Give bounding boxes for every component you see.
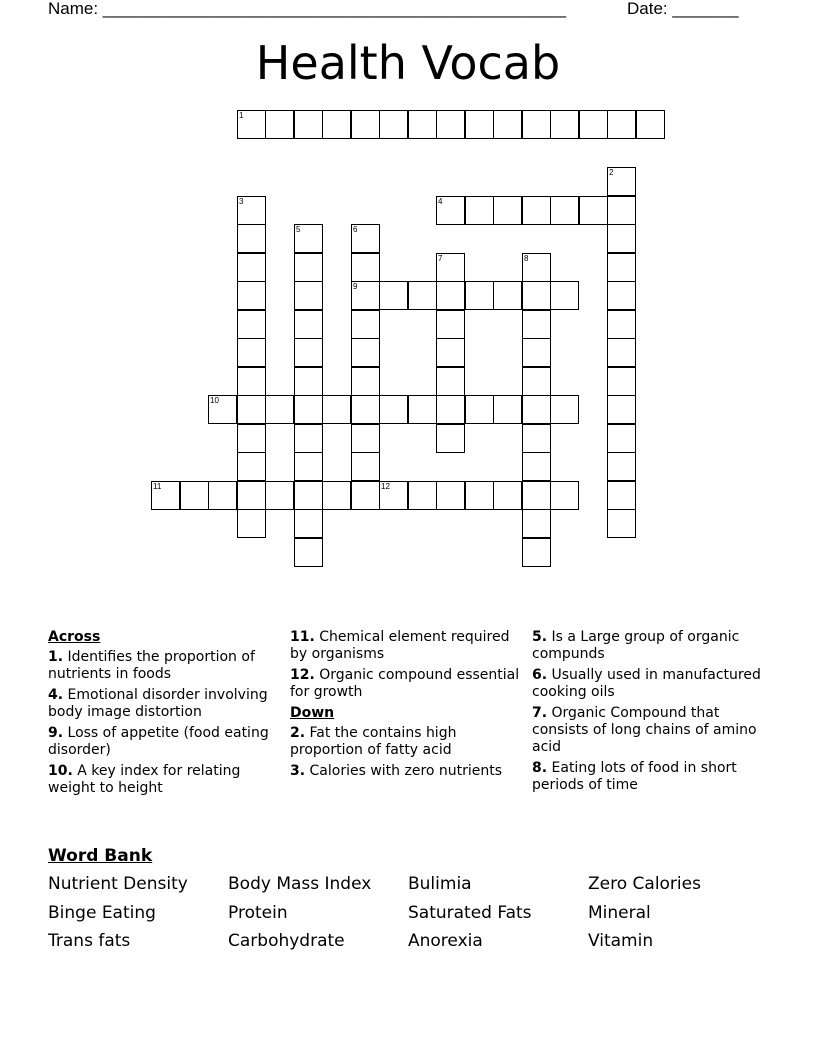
crossword-cell[interactable]: [465, 196, 494, 225]
crossword-cell[interactable]: [550, 281, 579, 310]
clue-number: 2.: [290, 725, 306, 741]
crossword-cell[interactable]: [294, 452, 323, 481]
crossword-cell[interactable]: [607, 310, 636, 339]
clue-across-9: [48, 725, 280, 759]
crossword-cell[interactable]: [237, 452, 266, 481]
down-heading: Down: [290, 705, 335, 721]
word-bank-item: Body Mass Index: [228, 874, 372, 894]
crossword-cell[interactable]: [237, 509, 266, 538]
clue-down-7: [532, 705, 764, 756]
crossword-cell[interactable]: [408, 395, 437, 424]
crossword-cell[interactable]: [465, 281, 494, 310]
crossword-cell[interactable]: [351, 281, 380, 310]
clue-text: Eating lots of food in short periods of time: [532, 760, 737, 793]
crossword-cell[interactable]: [636, 110, 665, 139]
page-title: Health Vocab: [255, 36, 561, 90]
clue-number: 9.: [48, 725, 64, 741]
clue-text: Loss of appetite (food eating disorder): [48, 725, 269, 758]
crossword-cell[interactable]: [522, 196, 551, 225]
clue-text: Fat the contains high proportion of fatty acid: [290, 725, 457, 758]
crossword-cell[interactable]: [436, 367, 465, 396]
crossword-cell[interactable]: [436, 395, 465, 424]
crossword-cell[interactable]: [522, 424, 551, 453]
cell-number: 10: [210, 396, 219, 405]
crossword-cell[interactable]: [408, 281, 437, 310]
crossword-cell[interactable]: [607, 338, 636, 367]
cell-number: 6: [353, 225, 358, 234]
crossword-cell[interactable]: [294, 110, 323, 139]
clues-column-3: [532, 629, 764, 798]
date-field[interactable]: Date: _______: [627, 0, 739, 18]
clue-across-1: [48, 649, 280, 683]
cell-number: 1: [239, 111, 244, 120]
crossword-cell[interactable]: [607, 452, 636, 481]
crossword-cell[interactable]: [493, 281, 522, 310]
crossword-cell[interactable]: [379, 395, 408, 424]
clue-number: 10.: [48, 763, 73, 779]
crossword-cell[interactable]: [408, 110, 437, 139]
crossword-cell[interactable]: [436, 281, 465, 310]
clue-number: 8.: [532, 760, 548, 776]
crossword-cell[interactable]: [550, 481, 579, 510]
crossword-cell[interactable]: [294, 424, 323, 453]
crossword-cell[interactable]: [607, 167, 636, 196]
crossword-cell[interactable]: [351, 452, 380, 481]
crossword-cell[interactable]: [465, 110, 494, 139]
crossword-cell[interactable]: [522, 338, 551, 367]
crossword-cell[interactable]: [550, 110, 579, 139]
crossword-cell[interactable]: [465, 481, 494, 510]
word-bank-item: Protein: [228, 903, 288, 923]
crossword-cell[interactable]: [322, 395, 351, 424]
cell-number: 3: [239, 197, 244, 206]
clue-number: 7.: [532, 705, 548, 721]
crossword-cell[interactable]: [493, 196, 522, 225]
crossword-cell[interactable]: [208, 395, 237, 424]
crossword-cell[interactable]: [237, 481, 266, 510]
crossword-cell[interactable]: [294, 395, 323, 424]
clue-across-11: [290, 629, 522, 663]
crossword-cell[interactable]: [379, 481, 408, 510]
clue-text: Calories with zero nutrients: [309, 763, 503, 779]
crossword-cell[interactable]: [436, 481, 465, 510]
crossword-cell[interactable]: [579, 110, 608, 139]
crossword-cell[interactable]: [607, 395, 636, 424]
crossword-cell[interactable]: [522, 538, 551, 567]
crossword-cell[interactable]: [607, 367, 636, 396]
word-bank-item: Saturated Fats: [408, 903, 532, 923]
crossword-cell[interactable]: [493, 395, 522, 424]
crossword-cell[interactable]: [351, 367, 380, 396]
crossword-cell[interactable]: [379, 281, 408, 310]
crossword-cell[interactable]: [265, 481, 294, 510]
crossword-cell[interactable]: [351, 310, 380, 339]
crossword-cell[interactable]: [351, 224, 380, 253]
clue-number: 1.: [48, 649, 64, 665]
word-bank-item: Carbohydrate: [228, 931, 345, 951]
crossword-cell[interactable]: [522, 509, 551, 538]
crossword-cell[interactable]: [265, 110, 294, 139]
crossword-cell[interactable]: [351, 253, 380, 282]
clue-text: Organic compound essential for growth: [290, 667, 520, 700]
crossword-cell[interactable]: [294, 481, 323, 510]
crossword-cell[interactable]: [294, 367, 323, 396]
crossword-cell[interactable]: [265, 395, 294, 424]
word-bank-item: Binge Eating: [48, 903, 156, 923]
word-bank-heading: Word Bank: [48, 846, 153, 866]
crossword-cell[interactable]: [237, 281, 266, 310]
clue-text: Usually used in manufactured cooking oils: [532, 667, 761, 700]
crossword-cell[interactable]: [237, 395, 266, 424]
clue-text: Identifies the proportion of nutrients in foods: [48, 649, 255, 682]
crossword-cell[interactable]: [522, 452, 551, 481]
word-bank-item: Bulimia: [408, 874, 472, 894]
crossword-cell[interactable]: [237, 224, 266, 253]
clue-number: 6.: [532, 667, 548, 683]
crossword-cell[interactable]: [522, 395, 551, 424]
clue-number: 3.: [290, 763, 306, 779]
cell-number: 12: [381, 482, 390, 491]
word-bank-item: Nutrient Density: [48, 874, 188, 894]
crossword-cell[interactable]: [351, 481, 380, 510]
crossword-cell[interactable]: [607, 224, 636, 253]
name-field[interactable]: Name: _________________________________________________: [48, 0, 567, 18]
crossword-cell[interactable]: [322, 110, 351, 139]
crossword-cell[interactable]: [522, 481, 551, 510]
crossword-cell[interactable]: [294, 281, 323, 310]
cell-number: 11: [153, 482, 162, 491]
crossword-cell[interactable]: [151, 481, 180, 510]
crossword-cell[interactable]: [550, 196, 579, 225]
word-bank-item: Mineral: [588, 903, 651, 923]
crossword-cell[interactable]: [522, 367, 551, 396]
crossword-cell[interactable]: [351, 395, 380, 424]
crossword-cell[interactable]: [436, 196, 465, 225]
cell-number: 2: [609, 168, 614, 177]
crossword-cell[interactable]: [607, 110, 636, 139]
clue-across-10: [48, 763, 280, 797]
clue-number: 11.: [290, 629, 315, 645]
crossword-cell[interactable]: [550, 395, 579, 424]
crossword-cell[interactable]: [522, 310, 551, 339]
clue-text: Is a Large group of organic compunds: [532, 629, 740, 662]
clue-down-2: [290, 725, 522, 759]
word-bank-item: Zero Calories: [588, 874, 701, 894]
crossword-cell[interactable]: [379, 110, 408, 139]
crossword-cell[interactable]: [351, 424, 380, 453]
crossword-cell[interactable]: [522, 281, 551, 310]
clue-across-12: [290, 667, 522, 701]
crossword-cell[interactable]: [294, 224, 323, 253]
crossword-cell[interactable]: [208, 481, 237, 510]
crossword-cell[interactable]: [237, 367, 266, 396]
cell-number: 5: [296, 225, 301, 234]
clue-text: A key index for relating weight to height: [48, 763, 241, 796]
crossword-cell[interactable]: [408, 481, 437, 510]
crossword-cell[interactable]: [294, 538, 323, 567]
crossword-cell[interactable]: [607, 281, 636, 310]
crossword-cell[interactable]: [322, 481, 351, 510]
crossword-cell[interactable]: [237, 253, 266, 282]
clue-number: 5.: [532, 629, 548, 645]
crossword-cell[interactable]: [237, 338, 266, 367]
crossword-cell[interactable]: [294, 253, 323, 282]
cell-number: 7: [438, 254, 443, 263]
crossword-cell[interactable]: [607, 424, 636, 453]
crossword-cell[interactable]: [522, 253, 551, 282]
clue-text: Emotional disorder involving body image distortion: [48, 687, 268, 720]
crossword-cell[interactable]: [294, 338, 323, 367]
crossword-cell[interactable]: [351, 110, 380, 139]
crossword-cell[interactable]: [436, 310, 465, 339]
crossword-cell[interactable]: [237, 196, 266, 225]
clue-number: 12.: [290, 667, 315, 683]
clue-text: Organic Compound that consists of long chains of amino acid: [532, 705, 757, 755]
clue-down-8: [532, 760, 764, 794]
crossword-cell[interactable]: [294, 310, 323, 339]
clue-text: Chemical element required by organisms: [290, 629, 510, 662]
clues-column-1: [48, 629, 280, 801]
crossword-cell[interactable]: [180, 481, 209, 510]
word-bank-item: Trans fats: [48, 931, 131, 951]
header: [48, 0, 748, 20]
crossword-cell[interactable]: [465, 395, 494, 424]
crossword-cell[interactable]: [607, 509, 636, 538]
crossword-cell[interactable]: [493, 110, 522, 139]
crossword-cell[interactable]: [607, 481, 636, 510]
across-heading: Across: [48, 629, 101, 645]
crossword-cell[interactable]: [237, 310, 266, 339]
crossword-cell[interactable]: [522, 110, 551, 139]
cell-number: 4: [438, 197, 443, 206]
word-bank-item: Anorexia: [408, 931, 483, 951]
crossword-cell[interactable]: [607, 196, 636, 225]
clue-down-6: [532, 667, 764, 701]
crossword-cell[interactable]: [436, 110, 465, 139]
word-bank-item: Vitamin: [588, 931, 654, 951]
clue-number: 4.: [48, 687, 64, 703]
cell-number: 8: [524, 254, 529, 263]
crossword-cell[interactable]: [237, 424, 266, 453]
clue-down-5: [532, 629, 764, 663]
crossword-cell[interactable]: [579, 196, 608, 225]
clue-down-3: [290, 763, 522, 780]
crossword-cell[interactable]: [237, 110, 266, 139]
crossword-cell[interactable]: [351, 338, 380, 367]
crossword-cell[interactable]: [607, 253, 636, 282]
crossword-cell[interactable]: [493, 481, 522, 510]
clue-across-4: [48, 687, 280, 721]
crossword-cell[interactable]: [294, 509, 323, 538]
crossword-cell[interactable]: [436, 424, 465, 453]
crossword-cell[interactable]: [436, 253, 465, 282]
cell-number: 9: [353, 282, 358, 291]
clues-column-2: [290, 629, 522, 784]
crossword-cell[interactable]: [436, 338, 465, 367]
